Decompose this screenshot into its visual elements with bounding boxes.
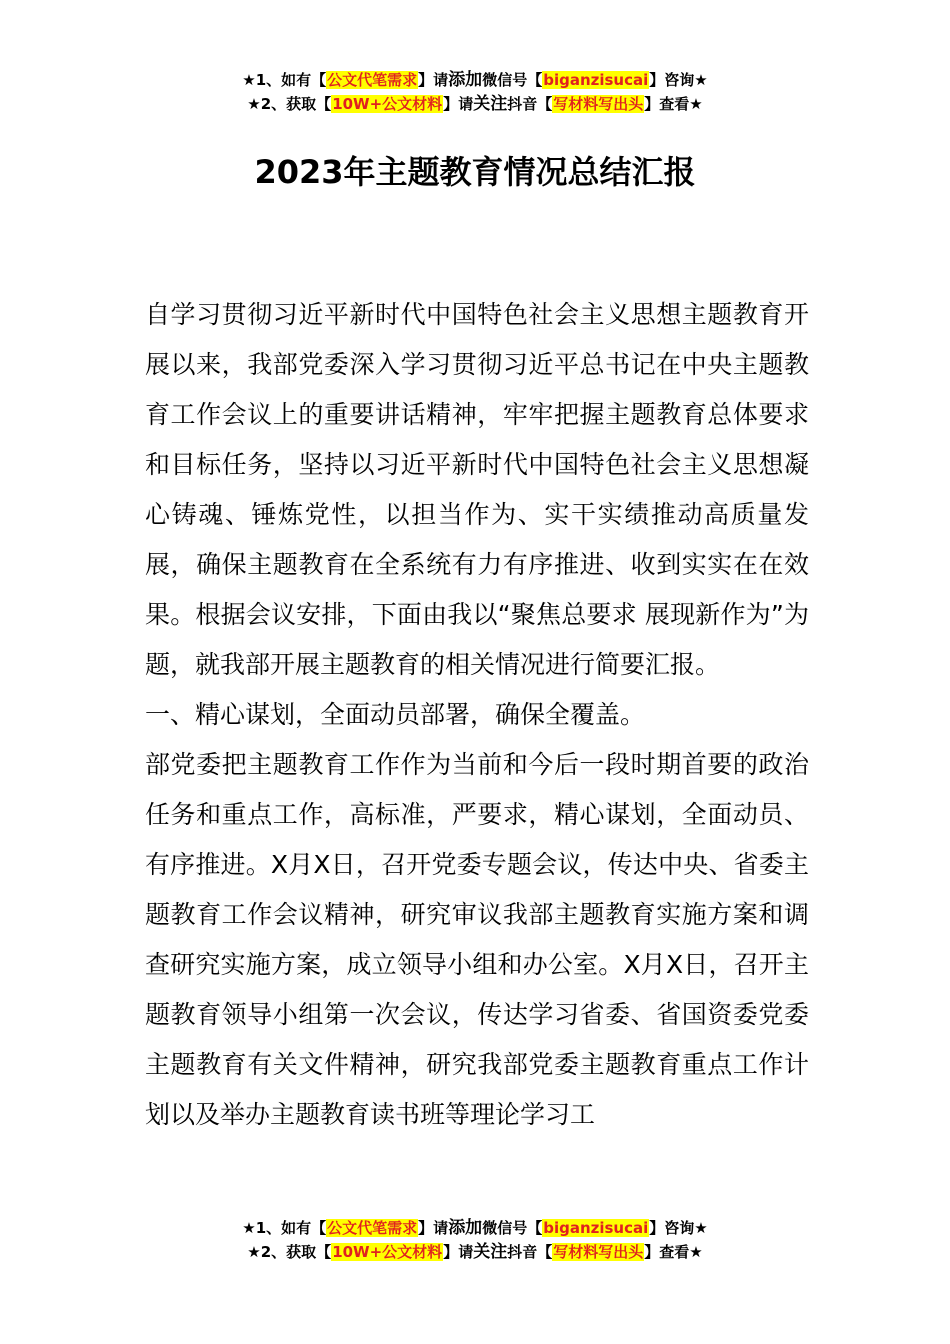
banner-text: ★2、获取【 xyxy=(247,1243,332,1261)
banner-line-2 xyxy=(0,92,950,116)
banner-text: 】请 xyxy=(443,95,474,113)
page-title: 2023年主题教育情况总结汇报 xyxy=(254,153,696,191)
banner-emphasis: 关注 xyxy=(473,94,508,114)
banner-text: ★1、如有【 xyxy=(242,71,327,89)
banner-text: 抖音【 xyxy=(507,95,553,113)
highlight-materials: 10W+公文材料 xyxy=(332,1243,443,1261)
highlight-wechat-id: biganzisucai xyxy=(543,71,649,89)
section-heading: 一、精心谋划，全面动员部署，确保全覆盖。 xyxy=(145,700,646,729)
banner-text: 微信号【 xyxy=(482,71,543,89)
document-body xyxy=(145,290,809,1140)
highlight-account: 写材料写出头 xyxy=(553,1243,644,1261)
highlight-materials: 10W+公文材料 xyxy=(332,95,443,113)
highlight-account: 写材料写出头 xyxy=(553,95,644,113)
highlight-service: 公文代笔需求 xyxy=(327,1219,418,1237)
banner-text: ★2、获取【 xyxy=(247,95,332,113)
banner-text: 】查看★ xyxy=(644,95,703,113)
banner-text: 】咨询★ xyxy=(649,1219,708,1237)
footer-banner xyxy=(0,1216,950,1264)
banner-emphasis: 关注 xyxy=(473,1242,508,1262)
banner-emphasis: 添加 xyxy=(448,1218,483,1238)
highlight-wechat-id: biganzisucai xyxy=(543,1219,649,1237)
banner-text: 】请 xyxy=(418,1219,449,1237)
banner-line-1 xyxy=(0,68,950,92)
header-banner xyxy=(0,68,950,116)
highlight-service: 公文代笔需求 xyxy=(327,71,418,89)
banner-text: 】请 xyxy=(418,71,449,89)
banner-line-2 xyxy=(0,1240,950,1264)
banner-text: 】咨询★ xyxy=(649,71,708,89)
banner-line-1 xyxy=(0,1216,950,1240)
paragraph-body: 部党委把主题教育工作作为当前和今后一段时期首要的政治任务和重点工作，高标准，严要求，精心谋划，全面动员、有序推进。X月X日，召开党委专题会议，传达中央、省委主题教育工作会议精神，研究审议我部主题教育实施方案和调查研究实施方案，成立领导小组和办公室。X月X日，召开主题教育领导小组第一次会议，传达学习省委、省国资委党委主题教育有关文件精神，研究我部党委主题教育重点工作计划以及举办主题教育读书班等理论学习工 xyxy=(145,750,809,1129)
banner-text: 】查看★ xyxy=(644,1243,703,1261)
paragraph-intro: 自学习贯彻习近平新时代中国特色社会主义思想主题教育开展以来，我部党委深入学习贯彻习近平总书记在中央主题教育工作会议上的重要讲话精神，牢牢把握主题教育总体要求和目标任务，坚持以习近平新时代中国特色社会主义思想凝心铸魂、锤炼党性，以担当作为、实干实绩推动高质量发展，确保主题教育在全系统有力有序推进、收到实实在在效果。根据会议安排，下面由我以“聚焦总要求 展现新作为”为题，就我部开展主题教育的相关情况进行简要汇报。 xyxy=(145,300,809,679)
banner-text: ★1、如有【 xyxy=(242,1219,327,1237)
banner-text: 】请 xyxy=(443,1243,474,1261)
banner-text: 抖音【 xyxy=(507,1243,553,1261)
banner-text: 微信号【 xyxy=(482,1219,543,1237)
banner-emphasis: 添加 xyxy=(448,70,483,90)
